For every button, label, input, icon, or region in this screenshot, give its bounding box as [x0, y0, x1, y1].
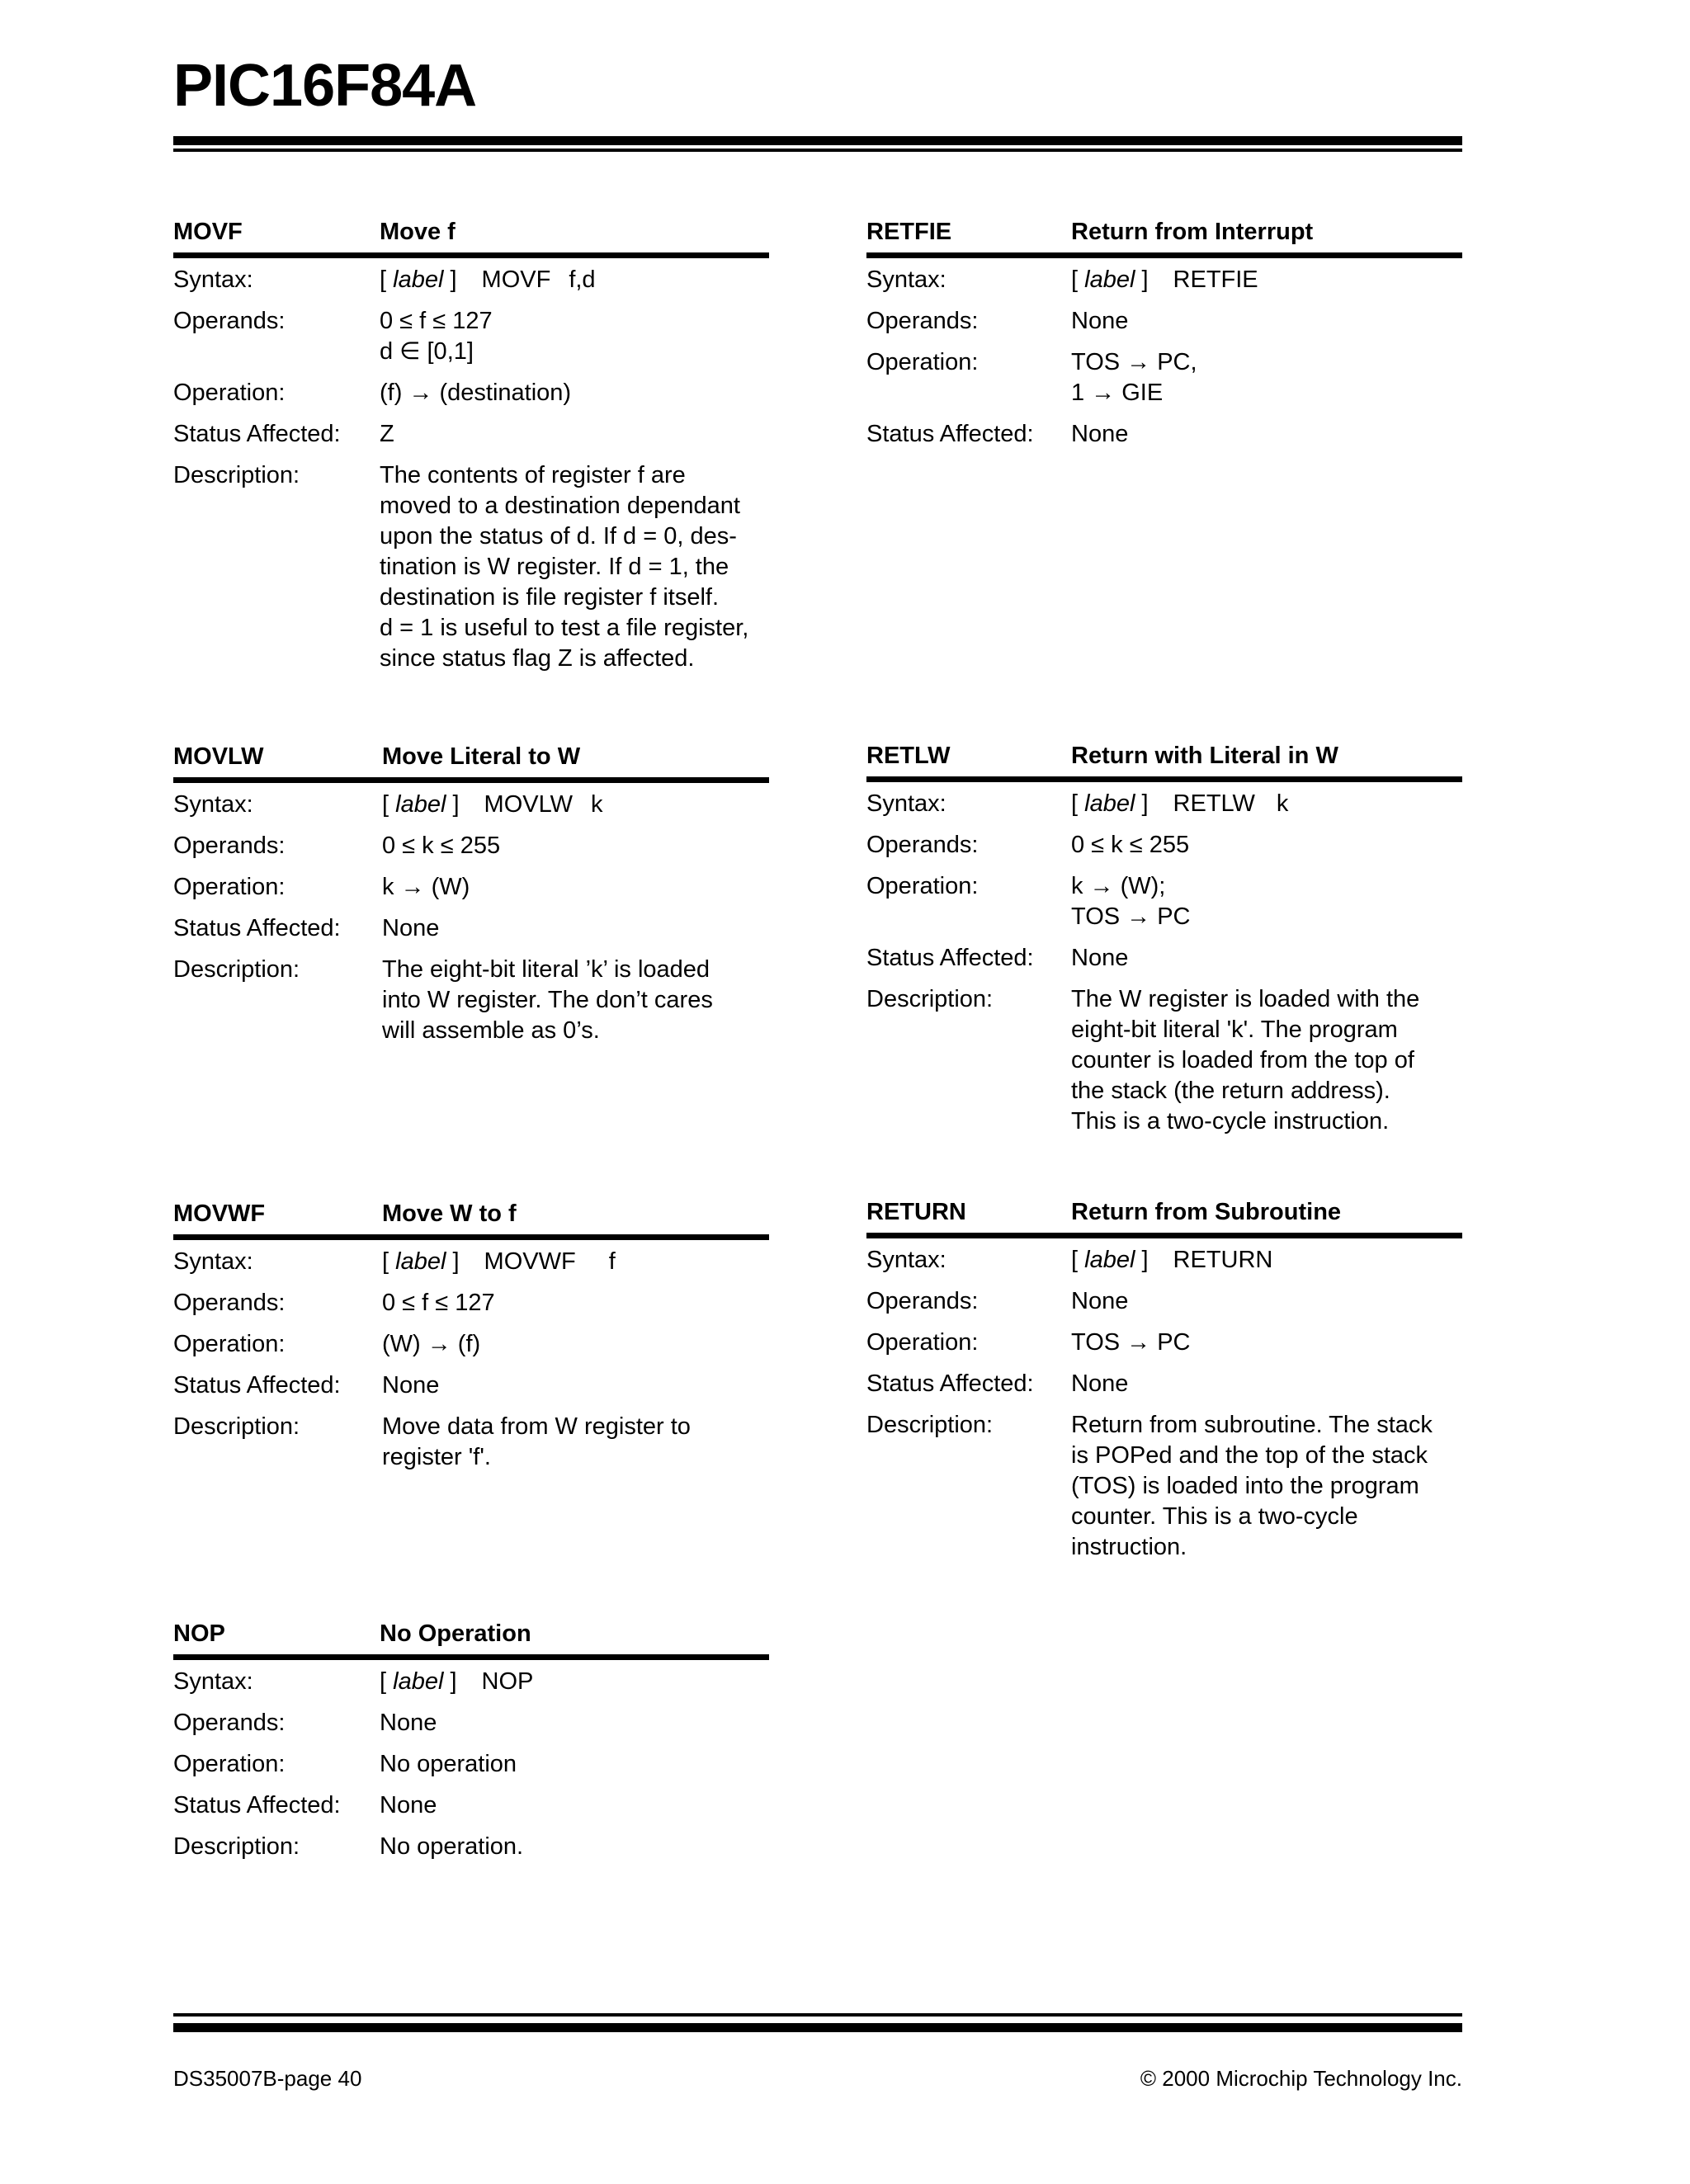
operands-line: d ∈ [0,1] [380, 338, 474, 365]
status-label: Status Affected: [866, 945, 1034, 971]
operation-line: No operation [380, 1751, 517, 1777]
syntax-value [382, 790, 767, 820]
operation-label: Operation: [173, 874, 286, 900]
operation-line: k → (W); [1071, 873, 1166, 899]
syntax-value [380, 1667, 767, 1697]
footer-rule-thick [173, 2023, 1462, 2032]
operands-row [173, 1708, 767, 1738]
syntax-close-bracket: ] [1135, 267, 1149, 293]
description-line: register 'f'. [382, 1444, 491, 1470]
operands-row [173, 306, 767, 367]
operation-label: Operation: [866, 1329, 979, 1356]
syntax-open-bracket: [ [382, 791, 396, 818]
description-line: instruction. [1071, 1534, 1187, 1560]
status-value: None [1071, 945, 1129, 971]
syntax-close-bracket: ] [1135, 1247, 1149, 1273]
status-label: Status Affected: [173, 1372, 341, 1399]
status-value: None [380, 1792, 437, 1818]
description-value [1071, 984, 1461, 1137]
operation-label: Operation: [173, 1331, 286, 1357]
operands-row [866, 830, 1461, 861]
syntax-arguments: k [1276, 790, 1289, 817]
operands-label: Operands: [173, 833, 286, 859]
instruction-mnemonic: MOVF [173, 219, 243, 245]
description-label: Description: [173, 1413, 300, 1440]
syntax-open-bracket: [ [382, 1248, 396, 1275]
syntax-row [173, 265, 767, 295]
description-row [173, 1832, 767, 1862]
syntax-opcode: RETFIE [1173, 267, 1258, 293]
header-rule-thin [173, 149, 1462, 152]
syntax-label: Syntax: [866, 267, 946, 293]
syntax-close-bracket: ] [1135, 790, 1149, 817]
syntax-label-placeholder: label [1084, 790, 1135, 817]
status-value: None [1071, 1370, 1129, 1397]
status-row [866, 943, 1461, 974]
operands-value [380, 1708, 767, 1738]
description-line: upon the status of d. If d = 0, des- [380, 523, 737, 550]
instruction-name: Return with Literal in W [1071, 743, 1338, 769]
status-label: Status Affected: [173, 1792, 341, 1818]
status-label: Status Affected: [173, 915, 341, 941]
operation-row [173, 872, 767, 903]
description-line: The W register is loaded with the [1071, 986, 1420, 1012]
syntax-close-bracket: ] [446, 791, 460, 818]
instruction-name: Move W to f [382, 1200, 517, 1227]
status-row [173, 1790, 767, 1821]
instruction-header-rule [866, 252, 1462, 258]
description-row [866, 984, 1461, 1137]
operands-value [382, 1288, 767, 1318]
operation-value [1071, 1328, 1461, 1358]
operation-line: 1 → GIE [1071, 380, 1164, 406]
instruction-header-rule [866, 776, 1462, 782]
status-value: None [382, 1372, 440, 1399]
syntax-row [866, 265, 1461, 295]
operands-label: Operands: [173, 1290, 286, 1316]
operands-value [1071, 1286, 1461, 1317]
syntax-opcode: RETURN [1173, 1247, 1273, 1273]
instruction-header [866, 740, 1461, 771]
instruction-block-nop [173, 1618, 767, 1873]
status-value: Z [380, 421, 394, 447]
instruction-name: Move Literal to W [382, 743, 581, 770]
description-value [382, 955, 767, 1046]
syntax-row [173, 1667, 767, 1697]
instruction-header-rule [173, 777, 769, 783]
status-label: Status Affected: [866, 1370, 1034, 1397]
description-value [380, 1832, 767, 1862]
instruction-header [173, 216, 767, 248]
operands-line: 0 ≤ f ≤ 127 [382, 1290, 495, 1316]
operands-label: Operands: [866, 832, 979, 858]
instruction-header-rule [866, 1233, 1462, 1238]
description-line: eight-bit literal 'k'. The program [1071, 1017, 1398, 1043]
description-line: since status flag Z is affected. [380, 645, 695, 672]
description-row [173, 955, 767, 1046]
syntax-value [1071, 265, 1461, 295]
description-line: counter is loaded from the top of [1071, 1047, 1414, 1073]
operands-row [866, 306, 1461, 337]
description-label: Description: [173, 956, 300, 983]
operation-value [1071, 347, 1461, 408]
status-value: None [382, 915, 440, 941]
status-label: Status Affected: [173, 421, 341, 447]
operation-value [382, 872, 767, 903]
operands-label: Operands: [173, 308, 286, 334]
instruction-mnemonic: RETFIE [866, 219, 952, 245]
operands-line: 0 ≤ k ≤ 255 [1071, 832, 1190, 858]
description-line: No operation. [380, 1833, 524, 1860]
instruction-name: No Operation [380, 1620, 531, 1647]
description-line: The contents of register f are [380, 462, 686, 488]
operands-label: Operands: [866, 1288, 979, 1314]
syntax-opcode: MOVF [481, 267, 551, 293]
operation-label: Operation: [866, 873, 979, 899]
operation-row [866, 347, 1461, 408]
syntax-row [866, 789, 1461, 819]
syntax-row [866, 1245, 1461, 1276]
syntax-label: Syntax: [173, 1668, 253, 1695]
instruction-block-movlw [173, 741, 767, 1057]
header-rule-thick [173, 136, 1462, 145]
instruction-block-return [866, 1196, 1461, 1573]
syntax-arguments: f [608, 1248, 616, 1275]
operation-value [1071, 871, 1461, 932]
operation-line: TOS → PC [1071, 1329, 1191, 1356]
operation-row [173, 1329, 767, 1360]
status-value: None [1071, 421, 1129, 447]
instruction-mnemonic: RETURN [866, 1199, 966, 1225]
description-label: Description: [866, 986, 994, 1012]
syntax-open-bracket: [ [1071, 790, 1085, 817]
description-row [173, 1412, 767, 1473]
operands-line: 0 ≤ k ≤ 255 [382, 833, 501, 859]
instruction-header [173, 1198, 767, 1229]
operands-label: Operands: [173, 1710, 286, 1736]
syntax-close-bracket: ] [443, 267, 457, 293]
syntax-label-placeholder: label [393, 267, 444, 293]
instruction-block-movwf [173, 1198, 767, 1484]
operation-row [866, 871, 1461, 932]
syntax-value [382, 1247, 767, 1277]
status-row [866, 419, 1461, 450]
instruction-header-rule [173, 1234, 769, 1240]
instruction-block-retfie [866, 216, 1461, 460]
operation-line: TOS → PC, [1071, 349, 1197, 375]
operation-value [382, 1329, 767, 1360]
syntax-label-placeholder: label [395, 1248, 446, 1275]
description-value [380, 460, 767, 674]
instruction-mnemonic: RETLW [866, 743, 951, 769]
syntax-opcode: NOP [481, 1668, 534, 1695]
description-value [382, 1412, 767, 1473]
instruction-name: Return from Interrupt [1071, 219, 1314, 245]
status-row [173, 419, 767, 450]
instruction-header-rule [173, 1654, 769, 1660]
description-line: the stack (the return address). [1071, 1078, 1390, 1104]
instruction-block-movf [173, 216, 767, 685]
status-label: Status Affected: [866, 421, 1034, 447]
description-line: d = 1 is useful to test a file register, [380, 615, 749, 641]
operands-line: 0 ≤ f ≤ 127 [380, 308, 493, 334]
syntax-value [1071, 789, 1461, 819]
operation-label: Operation: [173, 380, 286, 406]
description-line: This is a two-cycle instruction. [1071, 1108, 1390, 1134]
syntax-label: Syntax: [173, 1248, 253, 1275]
footer-rule-thin [173, 2013, 1462, 2017]
syntax-label-placeholder: label [395, 791, 446, 818]
syntax-label-placeholder: label [393, 1668, 444, 1695]
description-line: will assemble as 0’s. [382, 1017, 600, 1044]
description-line: tination is W register. If d = 1, the [380, 554, 729, 580]
instruction-header [173, 741, 767, 772]
description-label: Description: [866, 1412, 994, 1438]
description-line: counter. This is a two-cycle [1071, 1503, 1358, 1530]
syntax-open-bracket: [ [1071, 1247, 1085, 1273]
operation-row [866, 1328, 1461, 1358]
instruction-mnemonic: MOVWF [173, 1200, 266, 1227]
description-line: destination is file register f itself. [380, 584, 720, 611]
operation-line: TOS → PC [1071, 903, 1191, 930]
syntax-row [173, 1247, 767, 1277]
description-line: is POPed and the top of the stack [1071, 1442, 1428, 1469]
description-line: moved to a destination dependant [380, 493, 740, 519]
syntax-opcode: RETLW [1173, 790, 1255, 817]
description-line: Move data from W register to [382, 1413, 691, 1440]
syntax-open-bracket: [ [1071, 267, 1085, 293]
syntax-opcode: MOVWF [484, 1248, 576, 1275]
operands-row [173, 1288, 767, 1318]
instruction-name: Move f [380, 219, 456, 245]
description-label: Description: [173, 462, 300, 488]
operands-line: None [1071, 308, 1129, 334]
syntax-close-bracket: ] [443, 1668, 457, 1695]
operands-label: Operands: [866, 308, 979, 334]
operation-line: (f) → (destination) [380, 380, 572, 406]
description-line: Return from subroutine. The stack [1071, 1412, 1433, 1438]
status-row [173, 1370, 767, 1401]
instruction-mnemonic: MOVLW [173, 743, 264, 770]
syntax-label: Syntax: [866, 790, 946, 817]
syntax-label-placeholder: label [1084, 1247, 1135, 1273]
operands-value [380, 306, 767, 367]
syntax-label: Syntax: [173, 791, 253, 818]
syntax-label: Syntax: [866, 1247, 946, 1273]
description-line: The eight-bit literal ’k’ is loaded [382, 956, 710, 983]
instruction-header [866, 1196, 1461, 1228]
instruction-header-rule [173, 252, 769, 258]
syntax-opcode: MOVLW [484, 791, 573, 818]
operation-value [380, 1749, 767, 1780]
syntax-close-bracket: ] [446, 1248, 460, 1275]
description-label: Description: [173, 1833, 300, 1860]
syntax-arguments: k [590, 791, 603, 818]
instruction-name: Return from Subroutine [1071, 1199, 1342, 1225]
operands-value [382, 831, 767, 861]
footer-document-id: DS35007B-page 40 [173, 2066, 362, 2091]
instruction-header [866, 216, 1461, 248]
operands-line: None [380, 1710, 437, 1736]
status-row [173, 913, 767, 944]
operation-row [173, 378, 767, 408]
operation-line: (W) → (f) [382, 1331, 481, 1357]
syntax-open-bracket: [ [380, 1668, 394, 1695]
status-row [866, 1369, 1461, 1399]
description-value [1071, 1410, 1461, 1563]
footer-copyright: © 2000 Microchip Technology Inc. [1140, 2066, 1462, 2091]
operands-row [173, 831, 767, 861]
syntax-label: Syntax: [173, 267, 253, 293]
syntax-value [1071, 1245, 1461, 1276]
description-row [173, 460, 767, 674]
syntax-row [173, 790, 767, 820]
instruction-block-retlw [866, 740, 1461, 1148]
operation-line: k → (W) [382, 874, 470, 900]
syntax-label-placeholder: label [1084, 267, 1135, 293]
syntax-arguments: f,d [569, 267, 596, 293]
page-title: PIC16F84A [173, 53, 477, 119]
syntax-open-bracket: [ [380, 267, 394, 293]
instruction-mnemonic: NOP [173, 1620, 225, 1647]
operands-value [1071, 830, 1461, 861]
description-line: (TOS) is loaded into the program [1071, 1473, 1419, 1499]
instruction-header [173, 1618, 767, 1649]
operation-row [173, 1749, 767, 1780]
operation-label: Operation: [866, 349, 979, 375]
syntax-value [380, 265, 767, 295]
operands-row [866, 1286, 1461, 1317]
operation-label: Operation: [173, 1751, 286, 1777]
operation-value [380, 378, 767, 408]
description-line: into W register. The don’t cares [382, 987, 713, 1013]
operands-line: None [1071, 1288, 1129, 1314]
operands-value [1071, 306, 1461, 337]
description-row [866, 1410, 1461, 1563]
